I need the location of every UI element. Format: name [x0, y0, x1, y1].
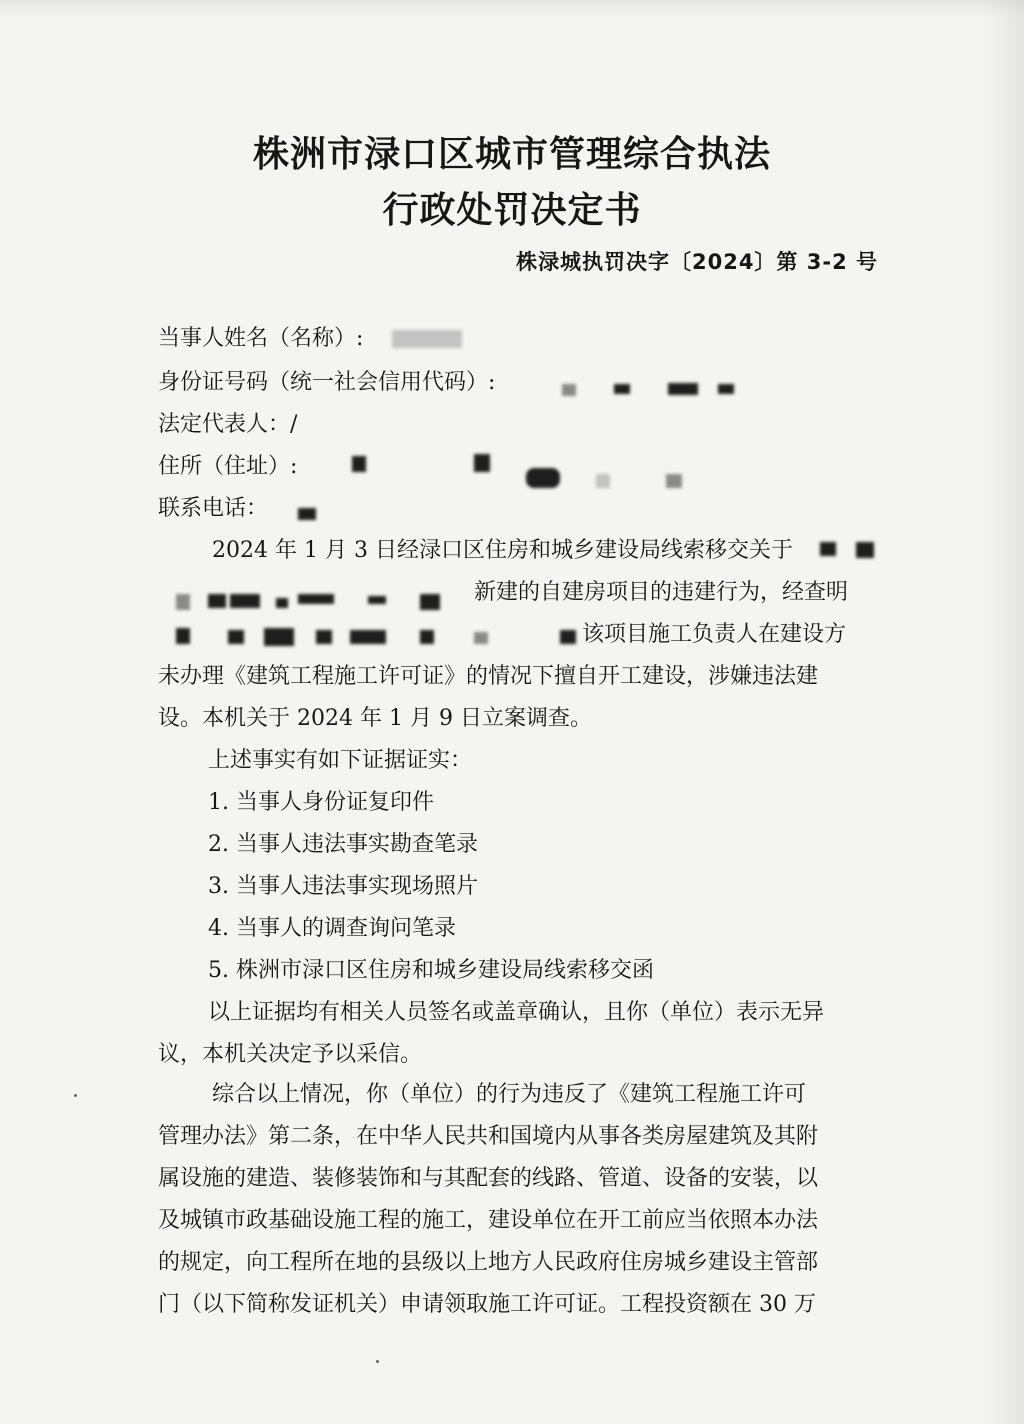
paragraph4-line2: 管理办法》第二条，在中华人民共和国境内从事各类房屋建筑及其附: [158, 1124, 819, 1149]
paragraph1-line1: 2024 年 1 月 3 日经渌口区住房和城乡建设局线索移交关于: [212, 538, 793, 563]
redacted-p1-a: [820, 542, 836, 556]
scan-speck: [376, 1360, 379, 1363]
paragraph1-line2: 新建的自建房项目的违建行为，经查明: [474, 580, 849, 605]
paragraph4-line4: 及城镇市政基础设施工程的施工，建设单位在开工前应当依照本办法: [158, 1208, 819, 1233]
document-title-line2: 行政处罚决定书: [382, 190, 642, 231]
redacted-p1-f: [276, 598, 288, 608]
redacted-p1-p: [474, 632, 488, 644]
redacted-address-4: [596, 474, 610, 488]
redacted-p1-i: [420, 594, 440, 610]
paragraph1-line5: 设。本机关于 2024 年 1 月 9 日立案调查。: [158, 706, 592, 731]
redacted-id-1: [562, 384, 576, 396]
redacted-p1-n: [350, 630, 386, 644]
paragraph4-line1: 综合以上情况，你（单位）的行为违反了《建筑工程施工许可: [212, 1082, 807, 1107]
party-phone-label: 联系电话：: [158, 496, 269, 521]
redacted-p1-j: [176, 628, 190, 644]
redacted-p1-e: [230, 594, 260, 608]
evidence-item-1: 1. 当事人身份证复印件: [208, 790, 434, 815]
paragraph3-line1: 以上证据均有相关人员签名或盖章确认，且你（单位）表示无异: [208, 1000, 825, 1025]
paragraph3-line2: 议，本机关决定予以采信。: [158, 1042, 423, 1067]
redacted-address-5: [666, 474, 682, 488]
paragraph1-line4: 未办理《建筑工程施工许可证》的情况下擅自开工建设，涉嫌违法建: [158, 664, 819, 689]
redacted-p1-c: [176, 594, 190, 610]
redacted-phone: [298, 508, 316, 520]
evidence-item-5: 5. 株洲市渌口区住房和城乡建设局线索移交函: [208, 958, 654, 983]
party-address-label: 住所（住址）:: [158, 454, 298, 479]
paragraph1-line3: 该项目施工负责人在建设方: [582, 622, 847, 647]
scan-speck: [74, 1094, 77, 1097]
party-name-label: 当事人姓名（名称）:: [158, 326, 364, 351]
redacted-address-1: [352, 456, 366, 472]
redacted-p1-m: [316, 630, 332, 644]
document-number: 株渌城执罚决字〔2024〕第 3-2 号: [515, 250, 878, 274]
evidence-item-4: 4. 当事人的调查询问笔录: [208, 916, 456, 941]
document-title-line1: 株洲市渌口区城市管理综合执法: [252, 134, 771, 175]
redacted-p1-q: [560, 630, 576, 644]
redacted-p1-h: [368, 596, 386, 604]
redacted-id-2: [614, 384, 630, 394]
redacted-p1-k: [228, 630, 244, 644]
redacted-id-4: [718, 384, 734, 394]
redacted-p1-d: [208, 594, 226, 608]
paragraph4-line6: 门（以下简称发证机关）申请领取施工许可证。工程投资额在 30 万: [158, 1292, 816, 1317]
redacted-address-3: [526, 468, 560, 488]
legal-rep-label: 法定代表人：/: [158, 412, 298, 437]
page-shadow-top: [0, 0, 1024, 18]
redacted-p1-l: [264, 628, 294, 646]
paragraph4-line3: 属设施的建造、装修装饰和与其配套的线路、管道、设备的安装，以: [158, 1166, 819, 1191]
redacted-id-3: [668, 383, 698, 395]
redacted-p1-b: [856, 542, 874, 558]
evidence-intro: 上述事实有如下证据证实：: [208, 748, 473, 773]
evidence-item-2: 2. 当事人违法事实勘查笔录: [208, 832, 478, 857]
party-id-label: 身份证号码（统一社会信用代码）:: [158, 370, 496, 395]
paragraph4-line5: 的规定，向工程所在地的县级以上地方人民政府住房城乡建设主管部: [158, 1250, 819, 1275]
redacted-name: [392, 330, 462, 348]
redacted-p1-o: [420, 630, 434, 644]
redacted-p1-g: [298, 594, 334, 604]
evidence-item-3: 3. 当事人违法事实现场照片: [208, 874, 478, 899]
redacted-address-2: [474, 454, 490, 472]
